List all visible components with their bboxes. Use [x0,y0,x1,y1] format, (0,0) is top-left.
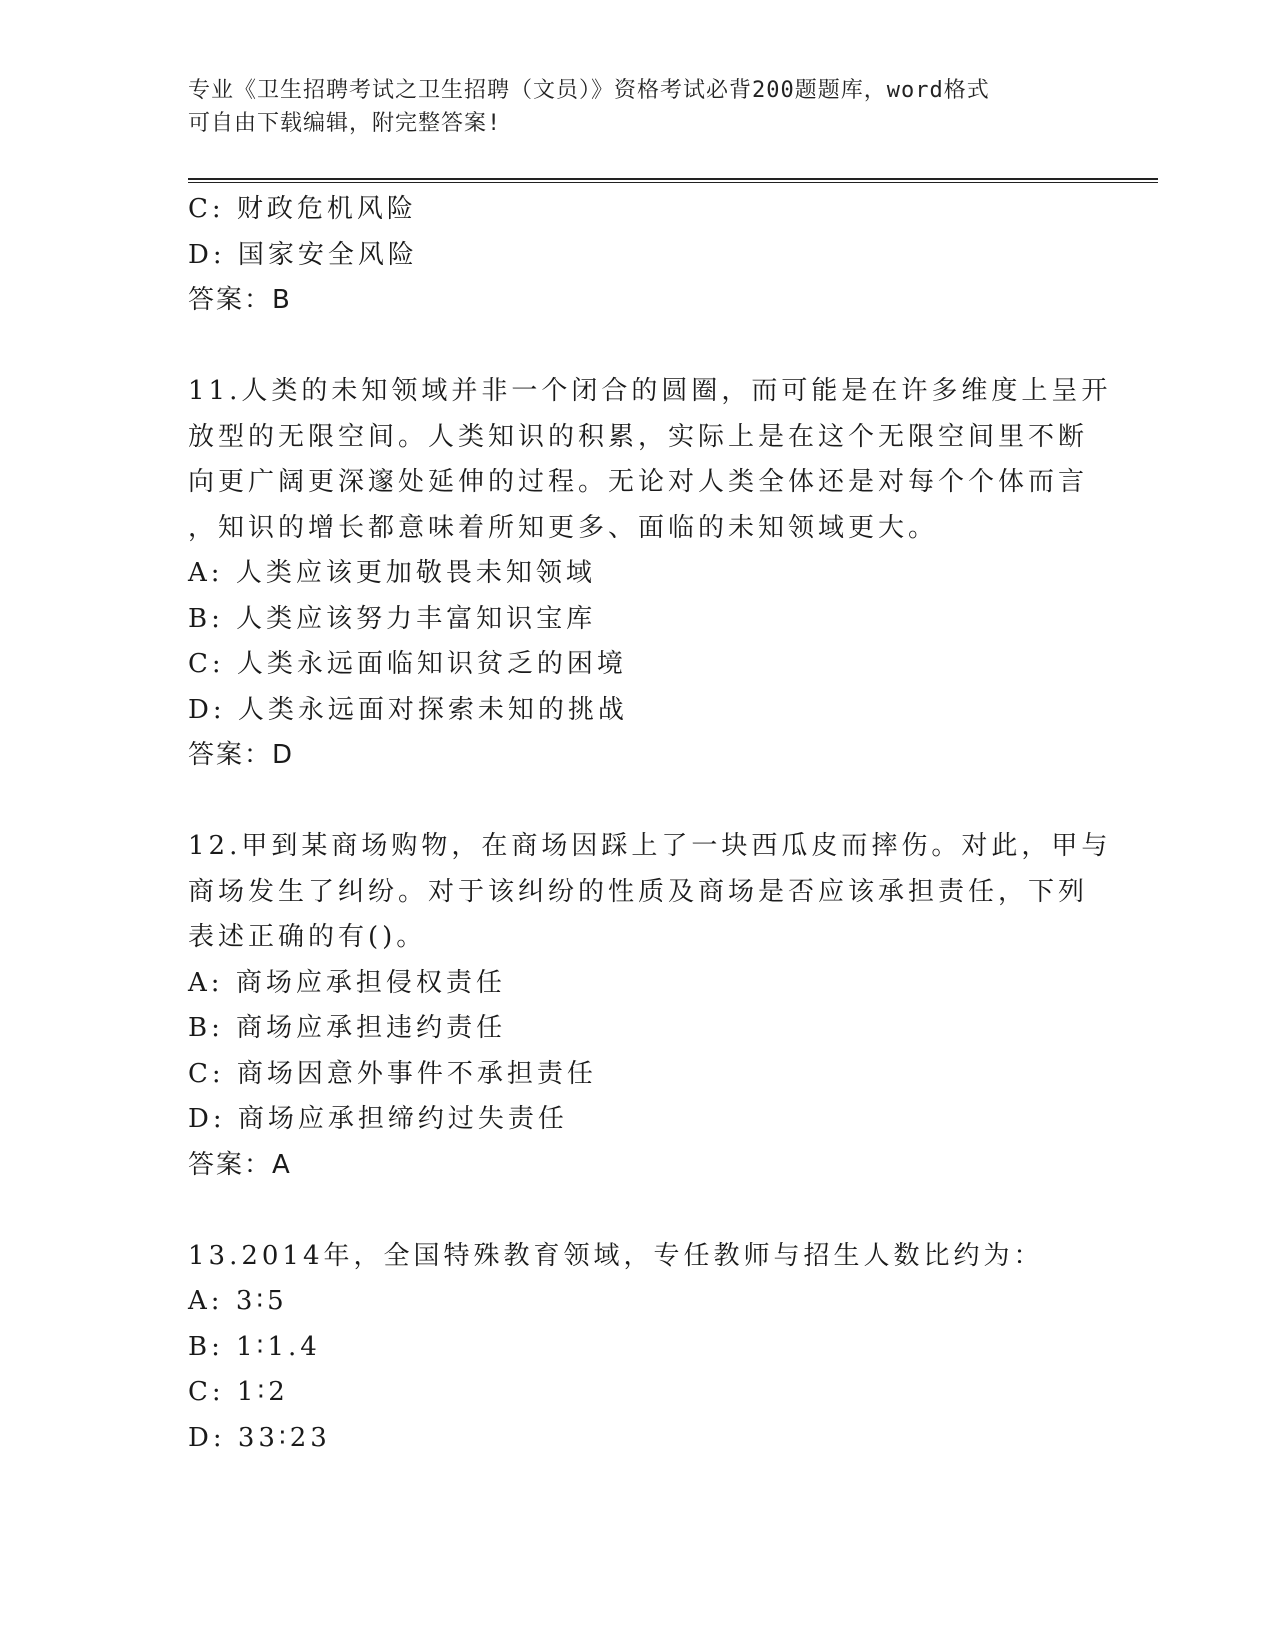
option-d: D: 商场应承担缔约过失责任 [188,1104,568,1134]
option-d: D: 国家安全风险 [188,239,418,270]
question-stem-line: 表述正确的有()。 [188,922,427,952]
answer: 答案：B [188,285,292,315]
question-13 [188,1234,1088,1462]
header-line-2: 可自由下载编辑，附完整答案! [188,111,502,136]
question-stem-line: 向更广阔更深邃处延伸的过程。无论对人类全体还是对每个个体而言 [188,467,1089,497]
answer: 答案：A [188,1149,292,1180]
spacer [188,779,1088,825]
question-stem-line: ，知识的增长都意味着所知更多、面临的未知领域更大。 [188,512,939,543]
option-d: D: 人类永远面对探索未知的挑战 [188,694,628,725]
question-stem-line: 13.2014年，全国特殊教育领域，专任教师与招生人数比约为： [188,1240,1044,1271]
document-header [188,74,1088,140]
option-b: B: 人类应该努力丰富知识宝库 [188,603,597,634]
spacer [188,1188,1088,1234]
option-b: B: 商场应承担违约责任 [188,1013,507,1043]
option-d: D: 33∶23 [188,1422,331,1453]
question-stem-line: 放型的无限空间。人类知识的积累，实际上是在这个无限空间里不断 [188,421,1089,452]
question-10-continuation [188,187,1088,324]
question-11 [188,369,1112,779]
option-c: C: 1∶2 [188,1377,289,1407]
option-a: A: 3∶5 [188,1286,288,1316]
option-b: B: 1∶1.4 [188,1331,321,1362]
question-12 [188,824,1112,1188]
option-a: A: 商场应承担侵权责任 [188,967,506,998]
option-c: C: 财政危机风险 [188,194,417,224]
question-stem-line: 商场发生了纠纷。对于该纠纷的性质及商场是否应该承担责任，下列 [188,876,1089,907]
header-divider [188,178,1158,183]
option-a: A: 人类应该更加敬畏未知领域 [188,558,596,588]
document-body [188,187,1112,1461]
spacer [188,324,1088,370]
question-stem-line: 11.人类的未知领域并非一个闭合的圆圈，而可能是在许多维度上呈开 [188,376,1112,406]
answer: 答案：D [188,740,295,770]
option-c: C: 人类永远面临知识贫乏的困境 [188,649,627,679]
header-line-1: 专业《卫生招聘考试之卫生招聘（文员）》资格考试必背200题题库，word格式 [188,78,990,103]
option-c: C: 商场因意外事件不承担责任 [188,1058,597,1089]
question-stem-line: 12.甲到某商场购物，在商场因踩上了一块西瓜皮而摔伤。对此，甲与 [188,831,1112,861]
